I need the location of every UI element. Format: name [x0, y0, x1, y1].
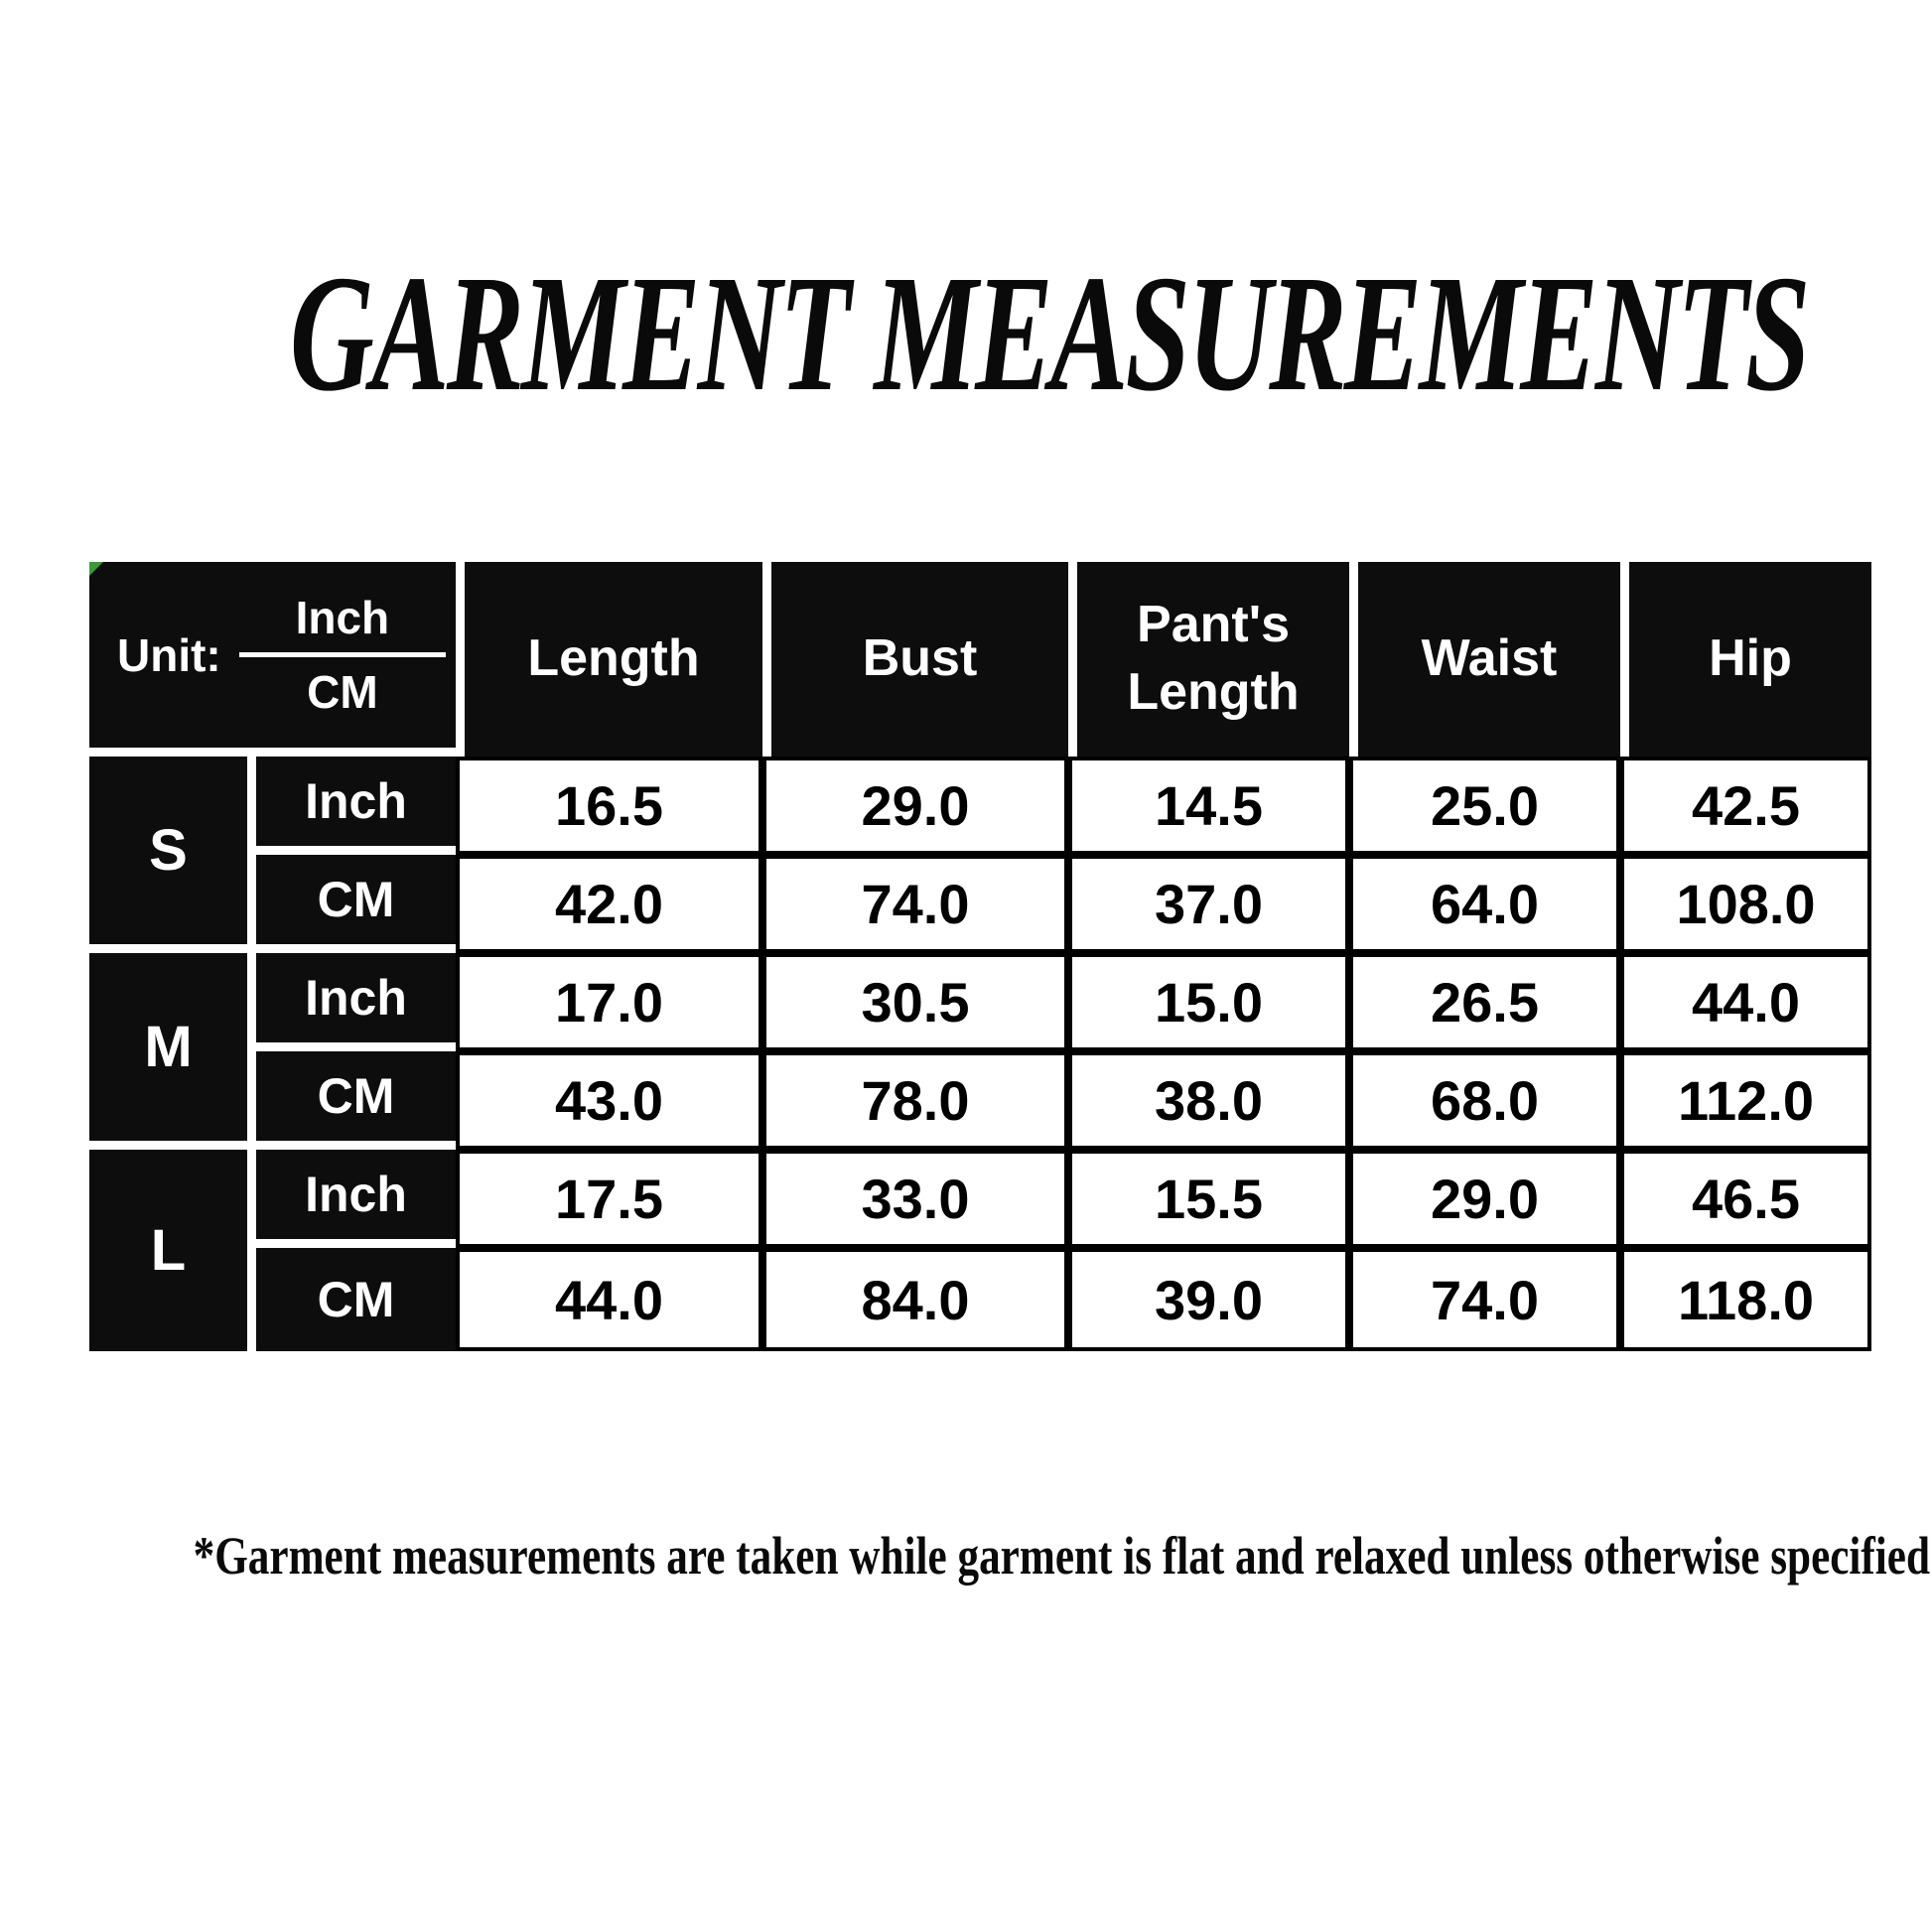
- table-cell: 17.5: [456, 1150, 762, 1248]
- table-cell: 112.0: [1620, 1051, 1871, 1150]
- row-unit-label: CM: [256, 1051, 456, 1150]
- table-cell: 38.0: [1068, 1051, 1349, 1150]
- table-cell: 26.5: [1349, 953, 1620, 1051]
- table-cell: 15.5: [1068, 1150, 1349, 1248]
- measurement-footnote: *Garment measurements are taken while garment is flat and relaxed unless otherwise specified: [193, 1526, 1931, 1586]
- table-cell: 29.0: [1349, 1150, 1620, 1248]
- table-cell: 14.5: [1068, 757, 1349, 855]
- table-cell: 44.0: [1620, 953, 1871, 1051]
- table-cell: 33.0: [762, 1150, 1068, 1248]
- table-cell: 74.0: [1349, 1248, 1620, 1351]
- unit-label: Unit:: [117, 628, 221, 681]
- row-unit-label: CM: [256, 855, 456, 953]
- table-cell: 42.0: [456, 855, 762, 953]
- table-cell: 30.5: [762, 953, 1068, 1051]
- unit-inch-label: Inch: [239, 591, 446, 657]
- table-cell: 29.0: [762, 757, 1068, 855]
- table-cell: 46.5: [1620, 1150, 1871, 1248]
- size-label-s: S: [89, 757, 256, 953]
- table-cell: 64.0: [1349, 855, 1620, 953]
- column-header-length: Length: [456, 562, 762, 757]
- page-title: GARMENT MEASUREMENTS: [289, 241, 1808, 426]
- table-cell: 15.0: [1068, 953, 1349, 1051]
- column-header-hip: Hip: [1620, 562, 1871, 757]
- row-unit-label: Inch: [256, 953, 456, 1051]
- unit-fraction: [239, 591, 446, 719]
- table-cell: 39.0: [1068, 1248, 1349, 1351]
- row-unit-label: Inch: [256, 757, 456, 855]
- size-chart-table: [89, 562, 1871, 1351]
- table-cell: 44.0: [456, 1248, 762, 1351]
- unit-cm-label: CM: [307, 666, 378, 718]
- table-cell: 78.0: [762, 1051, 1068, 1150]
- unit-header-cell: [89, 562, 456, 757]
- row-unit-label: CM: [256, 1248, 456, 1351]
- size-label-l: L: [89, 1150, 256, 1351]
- column-header-waist: Waist: [1349, 562, 1620, 757]
- table-cell: 42.5: [1620, 757, 1871, 855]
- column-header-pants-length: Pant's Length: [1068, 562, 1349, 757]
- table-cell: 118.0: [1620, 1248, 1871, 1351]
- table-cell: 43.0: [456, 1051, 762, 1150]
- green-triangle-marker-icon: [89, 562, 103, 576]
- table-cell: 16.5: [456, 757, 762, 855]
- column-header-bust: Bust: [762, 562, 1068, 757]
- table-cell: 84.0: [762, 1248, 1068, 1351]
- table-cell: 37.0: [1068, 855, 1349, 953]
- size-label-m: M: [89, 953, 256, 1150]
- table-cell: 108.0: [1620, 855, 1871, 953]
- table-cell: 68.0: [1349, 1051, 1620, 1150]
- table-cell: 25.0: [1349, 757, 1620, 855]
- row-unit-label: Inch: [256, 1150, 456, 1248]
- table-cell: 17.0: [456, 953, 762, 1051]
- table-cell: 74.0: [762, 855, 1068, 953]
